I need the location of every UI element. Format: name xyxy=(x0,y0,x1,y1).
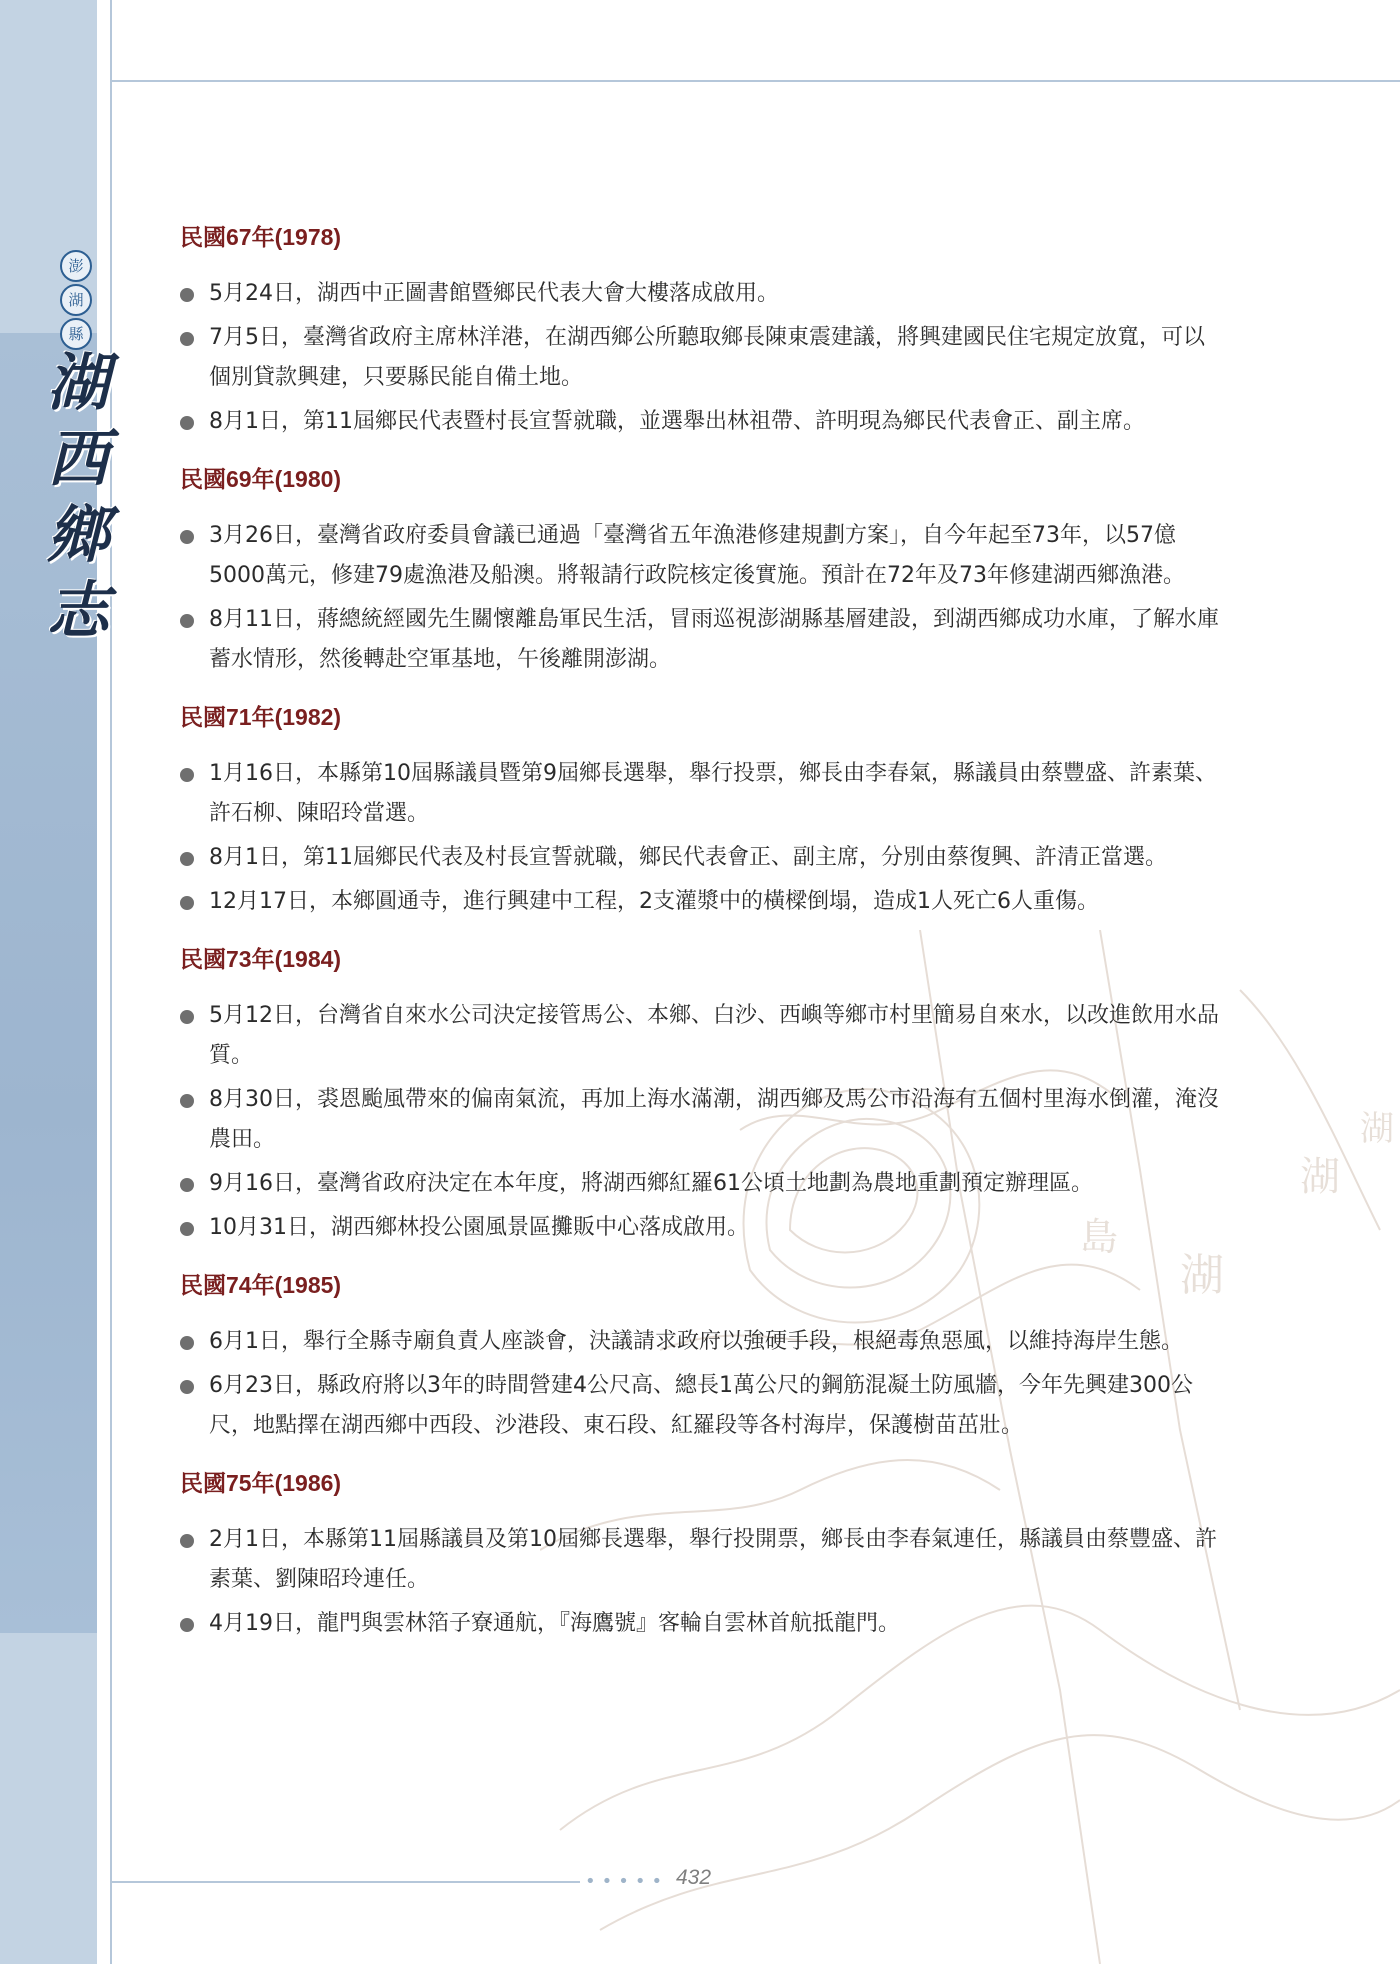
event-item xyxy=(180,1080,1220,1160)
event-item xyxy=(180,1164,1220,1204)
footer-rule xyxy=(110,1881,580,1883)
year-section xyxy=(180,1270,1220,1446)
bullet-icon xyxy=(180,530,194,544)
event-item xyxy=(180,1604,1220,1644)
event-item xyxy=(180,754,1220,834)
event-item xyxy=(180,1208,1220,1248)
event-text: 1月16日，本縣第10屆縣議員暨第9屆鄉長選舉，舉行投票，鄉長由李春氣，縣議員由蔡豐盛、許素葉、許石柳、陳昭玲當選。 xyxy=(209,761,1217,826)
year-heading: 民國71年(1982) xyxy=(180,704,342,730)
year-heading: 民國75年(1986) xyxy=(180,1470,342,1496)
event-list xyxy=(180,754,1220,922)
event-item xyxy=(180,1322,1220,1362)
event-list xyxy=(180,1322,1220,1446)
book-title-char: 西 xyxy=(47,422,110,495)
year-section xyxy=(180,944,1220,1248)
year-section xyxy=(180,702,1220,922)
event-text: 3月26日，臺灣省政府委員會議已通過「臺灣省五年漁港修建規劃方案」，自今年起至73年，以57億5000萬元，修建79處漁港及船澳。將報請行政院核定後實施。預計在72年及73年修建湖西鄉漁港。 xyxy=(209,523,1185,588)
svg-text:島: 島 xyxy=(1080,1215,1119,1259)
svg-text:湖: 湖 xyxy=(1180,1250,1224,1301)
svg-text:湖: 湖 xyxy=(1300,1154,1340,1200)
year-section xyxy=(180,1468,1220,1644)
bullet-icon xyxy=(180,1380,194,1394)
bullet-icon xyxy=(180,852,194,866)
bullet-icon xyxy=(180,332,194,346)
event-list xyxy=(180,516,1220,680)
bullet-icon xyxy=(180,614,194,628)
event-text: 8月30日，裘恩颱風帶來的偏南氣流，再加上海水滿潮，湖西鄉及馬公市沿海有五個村里海水倒灌，淹沒農田。 xyxy=(209,1087,1219,1152)
footer-dots: ••••• xyxy=(585,1871,669,1892)
bullet-icon xyxy=(180,416,194,430)
event-text: 8月11日，蔣總統經國先生關懷離島軍民生活，冒雨巡視澎湖縣基層建設，到湖西鄉成功水庫，了解水庫蓄水情形，然後轉赴空軍基地，午後離開澎湖。 xyxy=(209,607,1219,672)
bullet-icon xyxy=(180,1534,194,1548)
event-item xyxy=(180,1520,1220,1600)
page-number: 432 xyxy=(676,1866,712,1889)
chronicle-content xyxy=(180,222,1220,1666)
event-text: 12月17日，本鄉圓通寺，進行興建中工程，2支灌漿中的橫樑倒塌，造成1人死亡6人重傷。 xyxy=(209,889,1099,914)
bullet-icon xyxy=(180,1178,194,1192)
header-rule xyxy=(110,80,1400,82)
event-text: 5月24日，湖西中正圖書館暨鄉民代表大會大樓落成啟用。 xyxy=(209,281,779,306)
event-item xyxy=(180,516,1220,596)
event-text: 5月12日，台灣省自來水公司決定接管馬公、本鄉、白沙、西嶼等鄉市村里簡易自來水，以改進飲用水品質。 xyxy=(209,1003,1219,1068)
margin-vertical-rule xyxy=(110,0,112,1964)
bullet-icon xyxy=(180,896,194,910)
event-item xyxy=(180,600,1220,680)
event-text: 7月5日，臺灣省政府主席林洋港，在湖西鄉公所聽取鄉長陳東震建議，將興建國民住宅規定放寬，可以個別貸款興建，只要縣民能自備土地。 xyxy=(209,325,1205,390)
event-text: 2月1日，本縣第11屆縣議員及第10屆鄉長選舉，舉行投開票，鄉長由李春氣連任，縣議員由蔡豐盛、許素葉、劉陳昭玲連任。 xyxy=(209,1527,1217,1592)
event-item xyxy=(180,882,1220,922)
county-char: 湖 xyxy=(60,284,92,316)
event-item xyxy=(180,1366,1220,1446)
event-text: 10月31日，湖西鄉林投公園風景區攤販中心落成啟用。 xyxy=(209,1215,749,1240)
county-char: 澎 xyxy=(60,250,92,282)
year-section xyxy=(180,222,1220,442)
year-heading: 民國73年(1984) xyxy=(180,946,342,972)
bullet-icon xyxy=(180,1010,194,1024)
event-list xyxy=(180,1520,1220,1644)
year-heading: 民國74年(1985) xyxy=(180,1272,342,1298)
book-title-char: 湖 xyxy=(47,346,110,419)
event-list xyxy=(180,274,1220,442)
event-text: 8月1日，第11屆鄉民代表及村長宣誓就職，鄉民代表會正、副主席，分別由蔡復興、許清正當選。 xyxy=(209,845,1167,870)
event-item xyxy=(180,838,1220,878)
year-heading: 民國69年(1980) xyxy=(180,466,342,492)
bullet-icon xyxy=(180,1094,194,1108)
bullet-icon xyxy=(180,768,194,782)
bullet-icon xyxy=(180,1618,194,1632)
event-item xyxy=(180,996,1220,1076)
svg-text:湖: 湖 xyxy=(1360,1109,1394,1149)
event-text: 4月19日，龍門與雲林箔子寮通航，『海鷹號』客輪自雲林首航抵龍門。 xyxy=(209,1611,900,1636)
bullet-icon xyxy=(180,288,194,302)
event-item xyxy=(180,318,1220,398)
event-list xyxy=(180,996,1220,1248)
event-text: 6月1日，舉行全縣寺廟負責人座談會，決議請求政府以強硬手段，根絕毒魚惡風，以維持海岸生態。 xyxy=(209,1329,1183,1354)
county-label xyxy=(60,250,92,350)
event-text: 6月23日，縣政府將以3年的時間營建4公尺高、總長1萬公尺的鋼筋混凝土防風牆，今年先興建300公尺，地點擇在湖西鄉中西段、沙港段、東石段、紅羅段等各村海岸，保護樹苗茁壯。 xyxy=(209,1373,1193,1438)
year-section xyxy=(180,464,1220,680)
book-title-char: 鄉 xyxy=(47,498,110,571)
bullet-icon xyxy=(180,1222,194,1236)
event-item xyxy=(180,402,1220,442)
book-title-char: 志 xyxy=(47,574,110,647)
year-heading: 民國67年(1978) xyxy=(180,224,342,250)
event-item xyxy=(180,274,1220,314)
county-char: 縣 xyxy=(60,318,92,350)
bullet-icon xyxy=(180,1336,194,1350)
book-title xyxy=(48,345,108,649)
event-text: 8月1日，第11屆鄉民代表暨村長宣誓就職，並選舉出林祖帶、許明現為鄉民代表會正、副主席。 xyxy=(209,409,1145,434)
event-text: 9月16日，臺灣省政府決定在本年度，將湖西鄉紅羅61公頃土地劃為農地重劃預定辦理區。 xyxy=(209,1171,1093,1196)
